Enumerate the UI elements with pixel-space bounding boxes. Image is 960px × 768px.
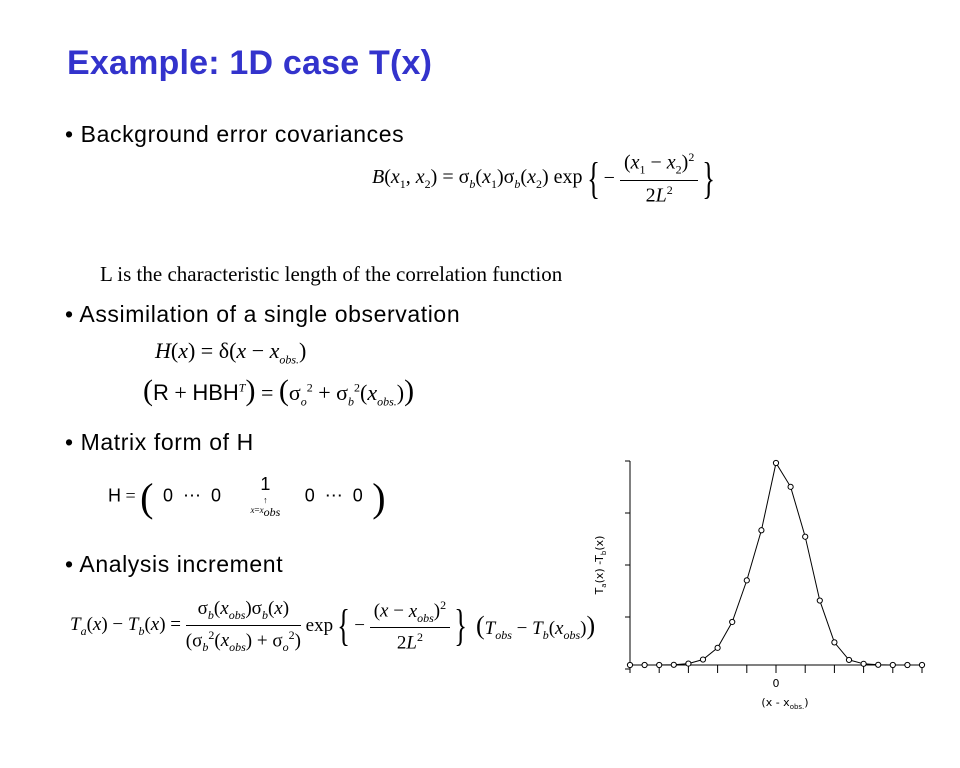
data-point	[700, 657, 705, 662]
chart-axes	[625, 461, 922, 690]
x-tick-label: 0	[772, 677, 780, 690]
analysis-increment-chart	[590, 455, 940, 720]
bullet-single-observation: • Assimilation of a single observation	[65, 301, 461, 327]
data-point	[876, 662, 881, 667]
data-point	[642, 662, 647, 667]
data-point	[905, 662, 910, 667]
data-point	[817, 598, 822, 603]
data-point	[759, 528, 764, 533]
data-point	[919, 662, 924, 667]
data-point	[788, 484, 793, 489]
y-axis-label: $T_a(x)$ $-T_b(x)$	[593, 535, 608, 595]
data-point	[832, 640, 837, 645]
h-matrix-formula: H = ( 0 ⋯ 0 1 ↑ $x=x_{obs}$ 0 ⋯ 0 )	[108, 474, 386, 520]
slide-title: Example: 1D case T(x)	[67, 44, 433, 82]
data-point	[671, 662, 676, 667]
error-variance-formula: $(R + HBH^T) = (\sigma_o^2 + \sigma_b^2(x_{obs.}))$	[143, 374, 415, 409]
data-point	[846, 657, 851, 662]
bullet-analysis-increment: • Analysis increment	[65, 551, 284, 577]
x-axis-label: $(x - x_{obs.})$	[761, 696, 809, 711]
analysis-increment-formula: $T_a(x) - T_b(x)$ = $\frac{\sigma_b(x_{obs})\sigma_b(x)}{(\sigma_b^2(x_{obs}) + \sigma_o^2)}$ exp{ − $\frac{(x - x_{obs})^2}{2L^2}$ } $(T_{obs} - T_b(x_{obs}))$	[70, 598, 596, 654]
data-point	[730, 619, 735, 624]
covariance-formula: $B(x_1$, $x_2) = \sigma_b(x_1)\sigma_b(x_2)$ exp{ − $\frac{(x_1 - x_2)^2}{2L^2}$ }	[372, 150, 716, 207]
data-point	[890, 662, 895, 667]
data-point	[657, 662, 662, 667]
data-point	[715, 645, 720, 650]
bullet-matrix-form: • Matrix form of H	[65, 429, 254, 455]
characteristic-length-note: L is the characteristic length of the correlation function	[100, 262, 563, 286]
data-point	[627, 662, 632, 667]
chart-series	[627, 460, 924, 667]
data-point	[773, 460, 778, 465]
observation-operator-formula: $H(x) = \delta(x - x_{obs.})$	[155, 338, 307, 367]
data-point	[744, 578, 749, 583]
data-point	[861, 661, 866, 666]
bullet-background-covariances: • Background error covariances	[65, 121, 405, 147]
gaussian-curve	[630, 463, 922, 665]
data-point	[803, 534, 808, 539]
data-point	[686, 661, 691, 666]
